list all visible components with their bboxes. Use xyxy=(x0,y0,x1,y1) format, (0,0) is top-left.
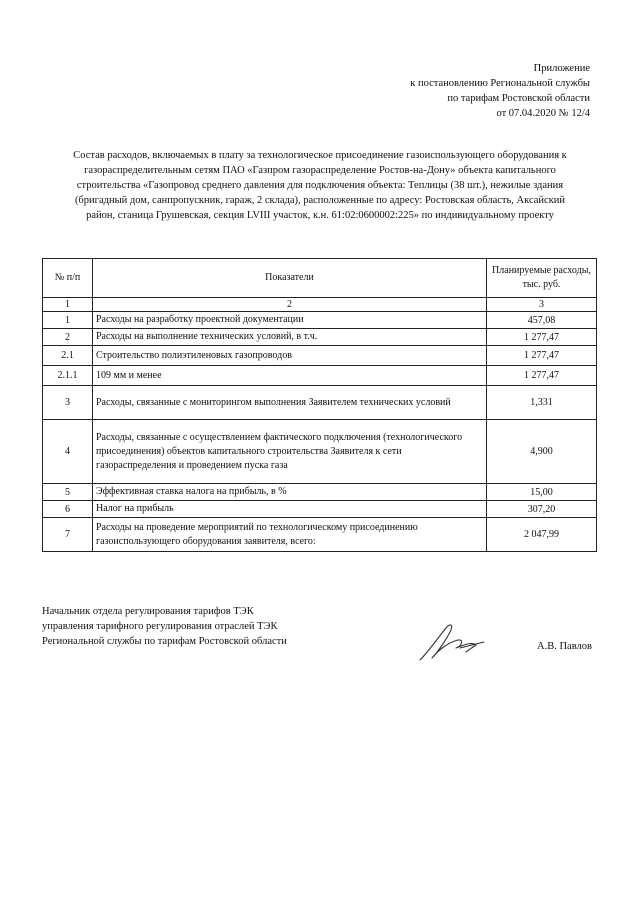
row-value: 1 277,47 xyxy=(487,346,597,366)
row-num: 1 xyxy=(43,312,93,329)
table-row xyxy=(43,366,597,386)
costs-table xyxy=(42,258,597,552)
table-row xyxy=(43,329,597,346)
table-row xyxy=(43,386,597,420)
signer-line: управления тарифного регулирования отраслей ТЭК xyxy=(42,621,278,632)
row-num: 4 xyxy=(43,420,93,484)
row-indicator: Расходы на разработку проектной документации xyxy=(93,312,487,329)
handwritten-signature xyxy=(414,618,488,666)
table-row xyxy=(43,312,597,329)
table-row xyxy=(43,484,597,501)
row-indicator: Строительство полиэтиленовых газопроводов xyxy=(93,346,487,366)
row-value: 307,20 xyxy=(487,501,597,518)
row-num: 2.1 xyxy=(43,346,93,366)
table-index-row xyxy=(43,298,597,312)
row-value: 2 047,99 xyxy=(487,518,597,552)
signer-title xyxy=(42,604,287,649)
header-num: № п/п xyxy=(43,259,93,298)
row-value: 15,00 xyxy=(487,484,597,501)
document-heading xyxy=(42,148,598,223)
appendix-block xyxy=(290,61,590,121)
row-indicator: Расходы, связанные с мониторингом выполнения Заявителем технических условий xyxy=(93,386,487,420)
row-value: 1 277,47 xyxy=(487,366,597,386)
row-indicator: Налог на прибыль xyxy=(93,501,487,518)
table-row xyxy=(43,518,597,552)
heading-line: строительства «Газопровод среднего давления для подключения объекта: Теплицы (38 шт.), нежилые здания xyxy=(76,180,564,191)
appendix-line: по тарифам Ростовской области xyxy=(447,93,590,104)
row-indicator: Расходы, связанные с осуществлением фактического подключения (технологического присоединения) объектов капитального строительства Заявителя к сети газораспределения и проведением пуска газа xyxy=(93,420,487,484)
row-indicator: Расходы на выполнение технических условий, в т.ч. xyxy=(93,329,487,346)
row-value: 1 277,47 xyxy=(487,329,597,346)
row-indicator: Эффективная ставка налога на прибыль, в % xyxy=(93,484,487,501)
row-indicator: Расходы на проведение мероприятий по технологическому присоединению газоиспользующего оборудования заявителя, всего: xyxy=(93,518,487,552)
index-cell: 1 xyxy=(43,298,93,312)
header-value xyxy=(487,259,597,298)
header-value-line: Планируемые расходы, xyxy=(492,265,591,276)
row-indicator: 109 мм и менее xyxy=(93,366,487,386)
heading-line: Состав расходов, включаемых в плату за технологическое присоединение газоиспользующего оборудования к xyxy=(73,150,567,161)
row-value: 4,900 xyxy=(487,420,597,484)
heading-line: (бригадный дом, санпропускник, гараж, 2 склада), расположенные по адресу: Ростовская область, Аксайский xyxy=(74,195,566,206)
table-header-row xyxy=(43,259,597,298)
table-row xyxy=(43,420,597,484)
heading-line: газораспределительным сетям ПАО «Газпром газораспределение Ростов-на-Дону» объекта капитального xyxy=(84,165,556,176)
row-num: 7 xyxy=(43,518,93,552)
row-value: 1,331 xyxy=(487,386,597,420)
signer-line: Региональной службы по тарифам Ростовской области xyxy=(42,636,287,647)
index-cell: 3 xyxy=(487,298,597,312)
row-num: 3 xyxy=(43,386,93,420)
appendix-line: к постановлению Региональной службы xyxy=(410,78,590,89)
table-row xyxy=(43,346,597,366)
appendix-line: от 07.04.2020 № 12/4 xyxy=(496,108,590,119)
table-row xyxy=(43,501,597,518)
appendix-line: Приложение xyxy=(533,63,590,74)
row-num: 6 xyxy=(43,501,93,518)
row-value: 457,08 xyxy=(487,312,597,329)
signee-name: А.В. Павлов xyxy=(537,641,592,652)
row-num: 2.1.1 xyxy=(43,366,93,386)
header-indicator: Показатели xyxy=(93,259,487,298)
heading-line: район, станица Грушевская, секция LVIII участок, к.н. 61:02:0600002:225» по индивидуальному проекту xyxy=(86,210,554,221)
index-cell: 2 xyxy=(93,298,487,312)
row-num: 2 xyxy=(43,329,93,346)
header-value-line: тыс. руб. xyxy=(522,279,561,290)
signer-line: Начальник отдела регулирования тарифов ТЭК xyxy=(42,606,254,617)
row-num: 5 xyxy=(43,484,93,501)
